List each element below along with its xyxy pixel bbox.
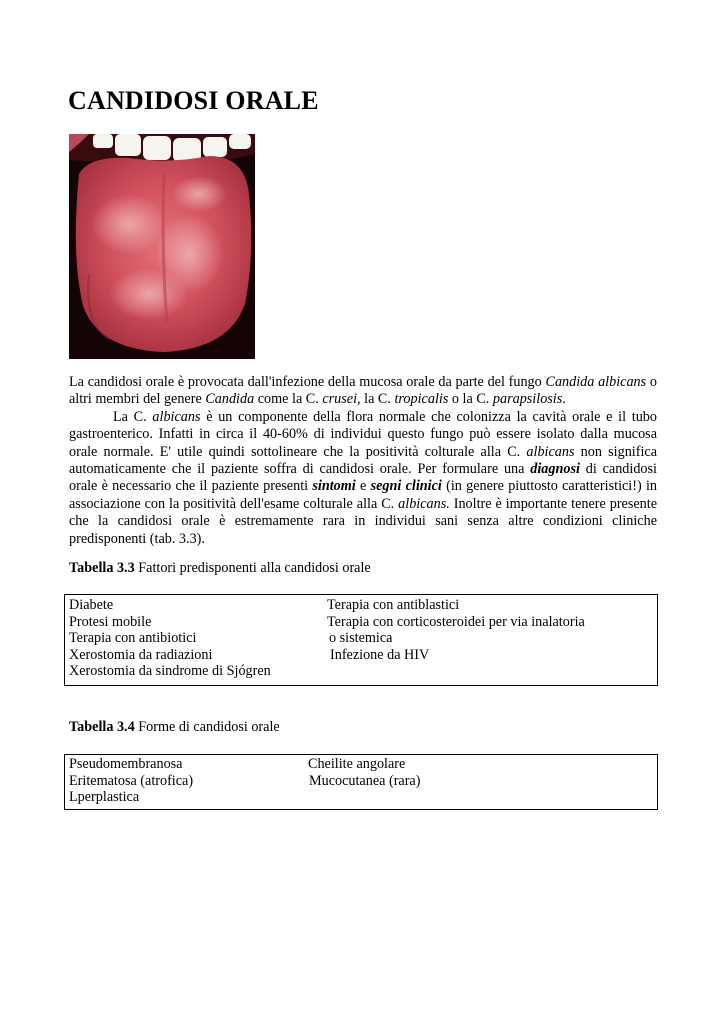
table-row: Protesi mobile Terapia con corticosteroidei per via inalatoria bbox=[69, 613, 585, 630]
body-text bbox=[69, 374, 657, 548]
table-row: Lperplastica bbox=[69, 789, 140, 806]
paragraph-1: La candidosi orale è provocata dall'infezione della mucosa orale da parte del fungo Candida albicans o altri membri del genere Candida come la C. crusei, la C. tropicalis o la C. parapsilosis. bbox=[69, 374, 657, 408]
tongue-photo bbox=[69, 134, 255, 359]
paragraph-2: La C. albicans è un componente della flora normale che colonizza la cavità orale e il tubo gastroenterico. Infatti in circa il 40-60% di individui questo fungo può essere isolato dalla mucosa orale normale. E' utile quindi sottolineare che la positività colturale alla C. albicans non significa automaticamente che il paziente soffra di candidosi orale. Per formulare una diagnosi di candidosi orale è necessario che il paziente presenti sintomi e segni clinici (in genere piuttosto caratteristici!) in associazione con la positività dell'esame colturale alla C. albicans. Inoltre è importante tenere presente che la candidosi orale è estremamente rara in individui sani senza altre condizioni cliniche predisponenti (tab. 3.3). bbox=[69, 408, 658, 547]
table-row: Xerostomia da sindrome di Sjógren bbox=[69, 663, 271, 680]
tongue-image bbox=[69, 134, 255, 359]
table-row: Terapia con antibiotici o sistemica bbox=[69, 630, 393, 647]
page-title: CANDIDOSI ORALE bbox=[68, 86, 319, 115]
table-3-4 bbox=[64, 754, 658, 810]
table-row: Diabete Terapia con antiblastici bbox=[69, 597, 460, 613]
table-row: Xerostomia da radiazioni Infezione da HIV bbox=[69, 646, 430, 663]
table-row: Pseudomembranosa Cheilite angolare bbox=[69, 756, 406, 772]
table-3-4-caption: Tabella 3.4 Forme di candidosi orale bbox=[69, 719, 280, 735]
table-row: Eritematosa (atrofica) Mucocutanea (rara) bbox=[69, 772, 421, 789]
table-3-3 bbox=[64, 594, 658, 686]
table-3-3-caption: Tabella 3.3 Fattori predisponenti alla candidosi orale bbox=[69, 560, 371, 576]
